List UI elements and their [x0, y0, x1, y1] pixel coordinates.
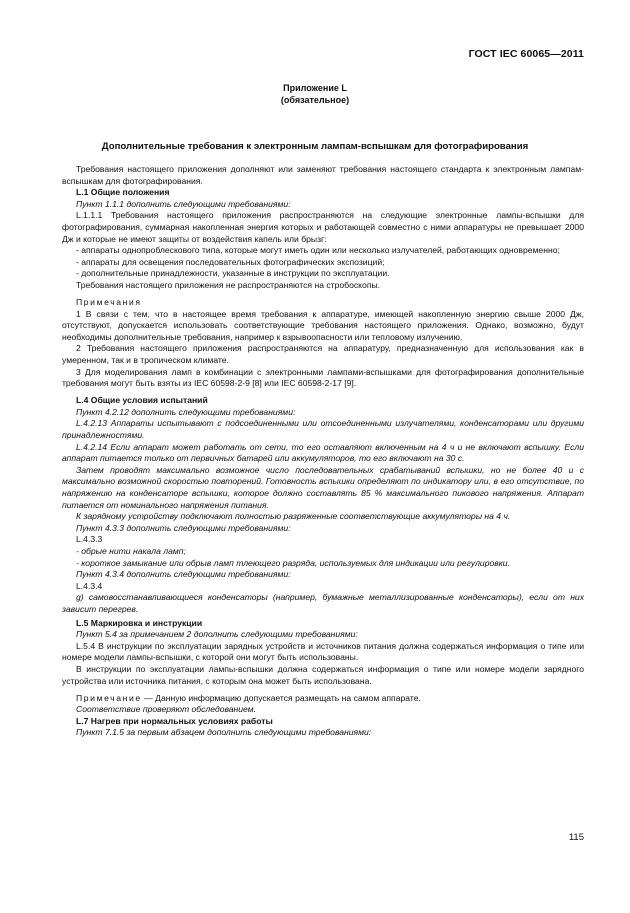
clause-reference: Пункт 4.3.3 дополнить следующими требованиями:	[76, 522, 291, 533]
section-heading-l7: L.7 Нагрев при нормальных условиях работы	[76, 715, 273, 726]
list-item: - обрые нити накала ламп;	[76, 546, 186, 556]
paragraph-l111: L.1.1.1 Требования настоящего приложения распространяются на следующие электронные лампы-вспышки для фотографирования, суммарная накопленная энергия которых и работающей совместно с ними аппаратуры не превышает 2000 Дж и которые не имеют защиты от воздействия капель или брызг:	[62, 210, 584, 244]
paragraph-l4214: L.4.2.14 Если аппарат может работать от сети, то его оставляют включенным на 4 ч и не включают вспышку. Если аппарат питается только от первичных батарей или аккумуляторов, то его включают на 30 с.	[62, 441, 584, 464]
note-label: Примечание	[76, 692, 142, 703]
list-item-g: g) самовосстанавливающиеся конденсаторы (например, бумажные металлизированные конденсаторы), если от них зависит перегрев.	[62, 592, 584, 614]
paragraph-charger: К зарядному устройству подключают полностью разряженные соответствующие аккумуляторы на 4 ч.	[76, 511, 511, 522]
clause-reference: Пункт 4.2.12 дополнить следующими требованиями:	[76, 406, 296, 417]
paragraph-l54: L.5.4 В инструкции по эксплуатации зарядных устройств и источников питания должна содержаться информация о типе или номере модели лампы-вспышки, с которой они могут быть использованы.	[62, 640, 584, 663]
clause-reference: Пункт 7.1.5 за первым абзацем дополнить следующими требованиями:	[76, 727, 372, 738]
note-text: — Данную информацию допускается размещать на самом аппарате.	[141, 692, 421, 703]
list-item: - аппараты для освещения последовательных фотографических экспозиций;	[76, 256, 385, 267]
appendix-title: Дополнительные требования к электронным лампам-вспышкам для фотографирования	[101, 141, 529, 152]
clause-reference: Пункт 1.1.1 дополнить следующими требованиями:	[76, 198, 291, 209]
note	[62, 693, 584, 705]
list-item: - короткое замыкание или обрыв ламп тлеющего разряда, используемых для индикации или регулировки.	[76, 557, 510, 568]
scope-exclusion: Требования настоящего приложения не распространяются на стробоскопы.	[76, 279, 381, 290]
note-3: 3 Для моделирования ламп в комбинации с электронными лампами-вспышками для фотографирования дополнительные требования могут быть взяты из IEC 60598-2-9 [8] или IEC 60598-2-17 [9].	[62, 366, 584, 389]
appendix-heading	[0, 83, 630, 106]
paragraph-flash-test: Затем проводят максимально возможное число последовательных срабатываний вспышки, но не более 40 и с максимально возможной скоростью повторений. Готовность вспышки определяют по индикатору или, в его отсутствие, по напряжению на конденсаторе вспышки, которое должно составлять 85 % максимального пикового напряжения. Аппарат питается от номинального напряжения питания.	[62, 464, 584, 510]
clause-reference: Пункт 5.4 за примечанием 2 дополнить следующими требованиями:	[76, 629, 358, 640]
appendix-name: Приложение L	[283, 83, 347, 93]
section-heading-l1: L.1 Общие положения	[76, 187, 170, 198]
clause-number-l433: L.4.3.3	[76, 534, 103, 545]
section-heading-l5: L.5 Маркировка и инструкции	[76, 617, 203, 628]
section-heading-l4: L.4 Общие условия испытаний	[76, 395, 208, 406]
compliance-statement: Соответствие проверяют обследованием.	[76, 704, 257, 715]
note-1: 1 В связи с тем, что в настоящее время требования к аппаратуре, имеющей накопленную энергию свыше 2000 Дж, отсутствуют, допускается использовать соответствующие требования настоящего приложения. Однако, возможно, будут необходимы дополнительные требования, например к взрывоопасности или тепловому излучению.	[62, 308, 584, 342]
note-2: 2 Требования настоящего приложения распространяются на аппаратуру, предназначенную для использования как в умеренном, так и в тропическом климате.	[62, 343, 584, 365]
paragraph-flash-instructions: В инструкции по эксплуатации лампы-вспышки должна содержаться информация о типе или номере модели зарядного устройства или источника питания, с которым она может быть использована.	[62, 663, 584, 686]
document-body	[62, 164, 584, 739]
clause-reference: Пункт 4.3.4 дополнить следующими требованиями:	[76, 569, 291, 580]
list-item: - дополнительные принадлежности, указанные в инструкции по эксплуатации.	[76, 268, 390, 279]
list-item: - аппараты однопроблескового типа, которые могут иметь один или несколько излучателей, работающих одновременно;	[76, 245, 560, 256]
appendix-status: (обязательное)	[280, 94, 350, 105]
intro-paragraph: Требования настоящего приложения дополняют или заменяют требования настоящего стандарта к электронным лампам-вспышкам для фотографирования.	[62, 164, 584, 186]
page-number: 115	[568, 832, 584, 843]
clause-number-l434: L.4.3.4	[76, 580, 103, 591]
standard-designation: ГОСТ IEC 60065—2011	[468, 48, 584, 60]
paragraph-l4213: L.4.2.13 Аппараты испытывают с подсоединенными или отсоединенными излучателями, конденсаторами или другими принадлежностями.	[62, 418, 584, 441]
notes-label: Примечания	[76, 297, 142, 308]
